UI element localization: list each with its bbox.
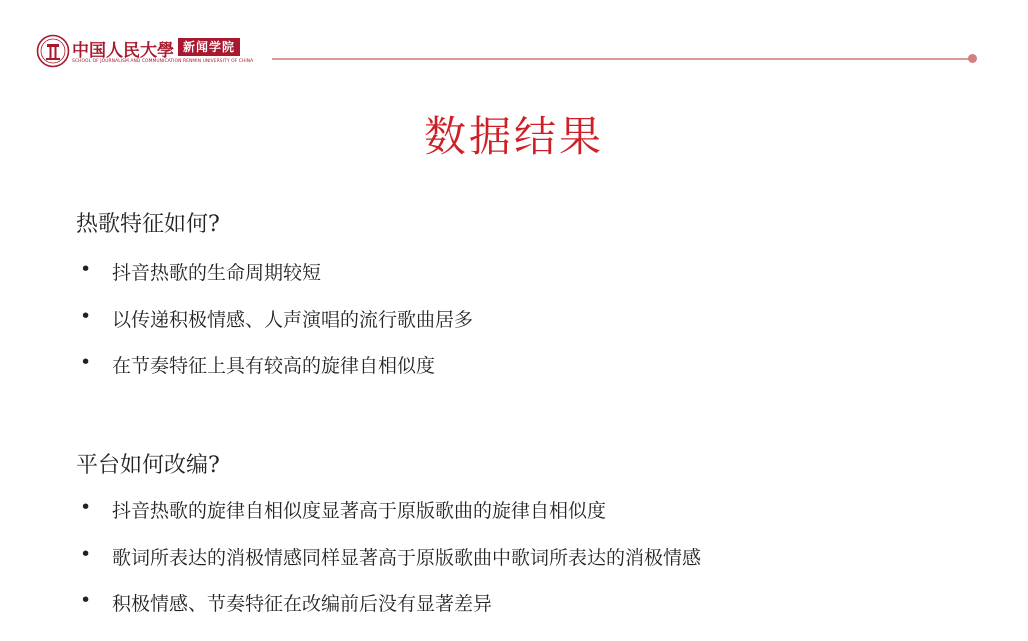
section-heading-hit-features: 热歌特征如何? xyxy=(76,212,220,237)
bullet-text: 歌词所表达的消极情感同样显著高于原版歌曲中歌词所表达的消极情感 xyxy=(112,547,702,569)
bullet-dot-icon: • xyxy=(80,589,92,611)
bullet-text: 抖音热歌的旋律自相似度显著高于原版歌曲的旋律自相似度 xyxy=(112,500,607,522)
header-divider-dot xyxy=(968,54,977,63)
bullet-dot-icon: • xyxy=(80,258,92,280)
bullet-text: 以传递积极情感、人声演唱的流行歌曲居多 xyxy=(112,309,474,331)
seal-icon xyxy=(36,34,70,68)
section-heading-platform-adaptation: 平台如何改编? xyxy=(76,453,220,478)
logo-english-name: SCHOOL OF JOURNALISM AND COMMUNICATION RENMIN UNIVERSITY OF CHINA xyxy=(72,59,254,64)
bullet-dot-icon: • xyxy=(80,305,92,327)
bullet-dot-icon: • xyxy=(80,543,92,565)
university-logo xyxy=(36,34,276,74)
bullet-dot-icon: • xyxy=(80,351,92,373)
logo-school-badge: 新闻学院 xyxy=(178,38,240,56)
header-divider xyxy=(272,58,974,60)
slide-title: 数据结果 xyxy=(423,112,604,161)
bullet-text: 在节奏特征上具有较高的旋律自相似度 xyxy=(112,355,436,377)
bullet-text: 积极情感、节奏特征在改编前后没有显著差异 xyxy=(112,593,493,615)
header xyxy=(36,34,986,74)
logo-university-name: 中国人民大學 xyxy=(72,41,174,61)
bullet-text: 抖音热歌的生命周期较短 xyxy=(112,262,322,284)
bullet-dot-icon: • xyxy=(80,496,92,518)
